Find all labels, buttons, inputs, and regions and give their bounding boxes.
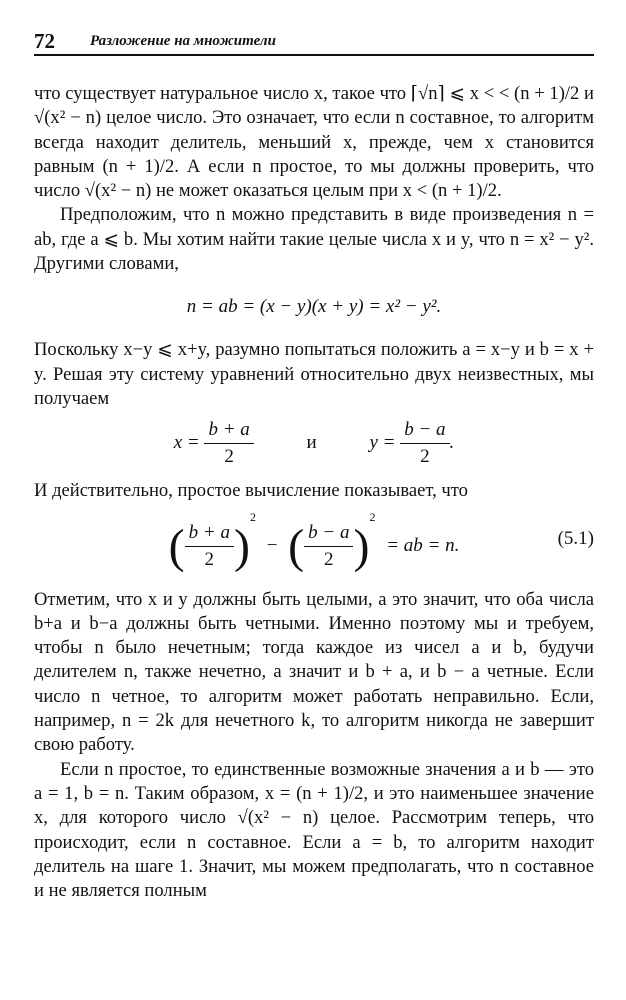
y-numerator: b − a <box>400 417 449 444</box>
diff-numerator: b − a <box>304 520 353 547</box>
paragraph-1: что существует натуральное число x, такое что ⌈√n⌉ ⩽ x < < (n + 1)/2 и √(x² − n) целое число. Это означает, что если n составное, то алгоритм всегда находит делитель, меньший x, прежде, чем x становится равным (n + 1)/2. А если n простое, то мы должны проверить, что число √(x² − n) не может оказаться целым при x < (n + 1)/2. <box>34 83 594 202</box>
right-paren-2: ) <box>353 519 370 573</box>
sum-numerator: b + a <box>185 520 234 547</box>
fraction-sum <box>185 520 234 573</box>
running-title: Разложение на множители <box>90 33 276 49</box>
diff-denominator: 2 <box>324 548 334 570</box>
paragraph-2: Предположим, что n можно представить в виде произведения n = ab, где a ⩽ b. Мы хотим найти такие целые числа x и y, что n = x² − y². Другими словами, <box>34 204 594 275</box>
left-paren-1: ( <box>168 519 185 573</box>
y-fraction <box>400 417 449 470</box>
page-body <box>34 82 594 903</box>
x-denominator: 2 <box>224 446 234 468</box>
y-lhs: y = <box>369 432 396 454</box>
x-lhs: x = <box>173 432 200 454</box>
right-paren-1: ) <box>233 519 250 573</box>
paragraph-5: Отметим, что x и y должны быть целыми, а это значит, что оба числа b+a и b−a должны быть четными. Именно поэтому мы и требуем, чтобы n было нечетным; тогда каждое из чисел a и b, будучи делителем n, также нечетно, а значит и b + a, и b − a четные. Если число n четное, то алгоритм может работать неправильно. Если, например, n = 2k для нечетного k, то алгоритм никогда не завершит свою работу. <box>34 588 594 756</box>
minus-sign: − <box>266 534 278 556</box>
page-number: 72 <box>34 29 55 53</box>
paragraph-3: Поскольку x−y ⩽ x+y, разумно попытаться положить a = x−y и b = x + y. Решая эту систему уравнений относительно двух неизвестных, мы получаем <box>34 339 594 409</box>
equation-5-1 <box>34 504 594 588</box>
running-header <box>34 28 594 56</box>
fraction-diff <box>304 520 353 573</box>
square-2: 2 <box>369 509 376 524</box>
x-fraction <box>204 417 253 470</box>
equation-rhs: = ab = n. <box>386 534 460 556</box>
y-denominator: 2 <box>420 446 430 468</box>
equation-number: (5.1) <box>557 527 594 549</box>
equation-xy <box>34 411 594 479</box>
sum-denominator: 2 <box>204 548 215 570</box>
square-1: 2 <box>249 509 256 524</box>
equation-product: n = ab = (x − y)(x + y) = x² − y². <box>186 296 442 318</box>
x-numerator: b + a <box>204 417 253 444</box>
paragraph-6: Если n простое, то единственные возможные значения a и b — это a = 1, b = n. Таким образом, x = (n + 1)/2, и это наименьшее значение x, для которого число √(x² − n) целое. Рассмотрим теперь, что происходит, если n составное. Если a = b, то алгоритм находит делитель на шаге 1. Значит, мы можем предполагать, что n составное и не является полным <box>34 758 594 902</box>
and-word: и <box>306 432 317 454</box>
left-paren-2: ( <box>288 519 305 573</box>
y-end: . <box>449 432 455 454</box>
paragraph-4: И действительно, простое вычисление показывает, что <box>34 480 468 502</box>
